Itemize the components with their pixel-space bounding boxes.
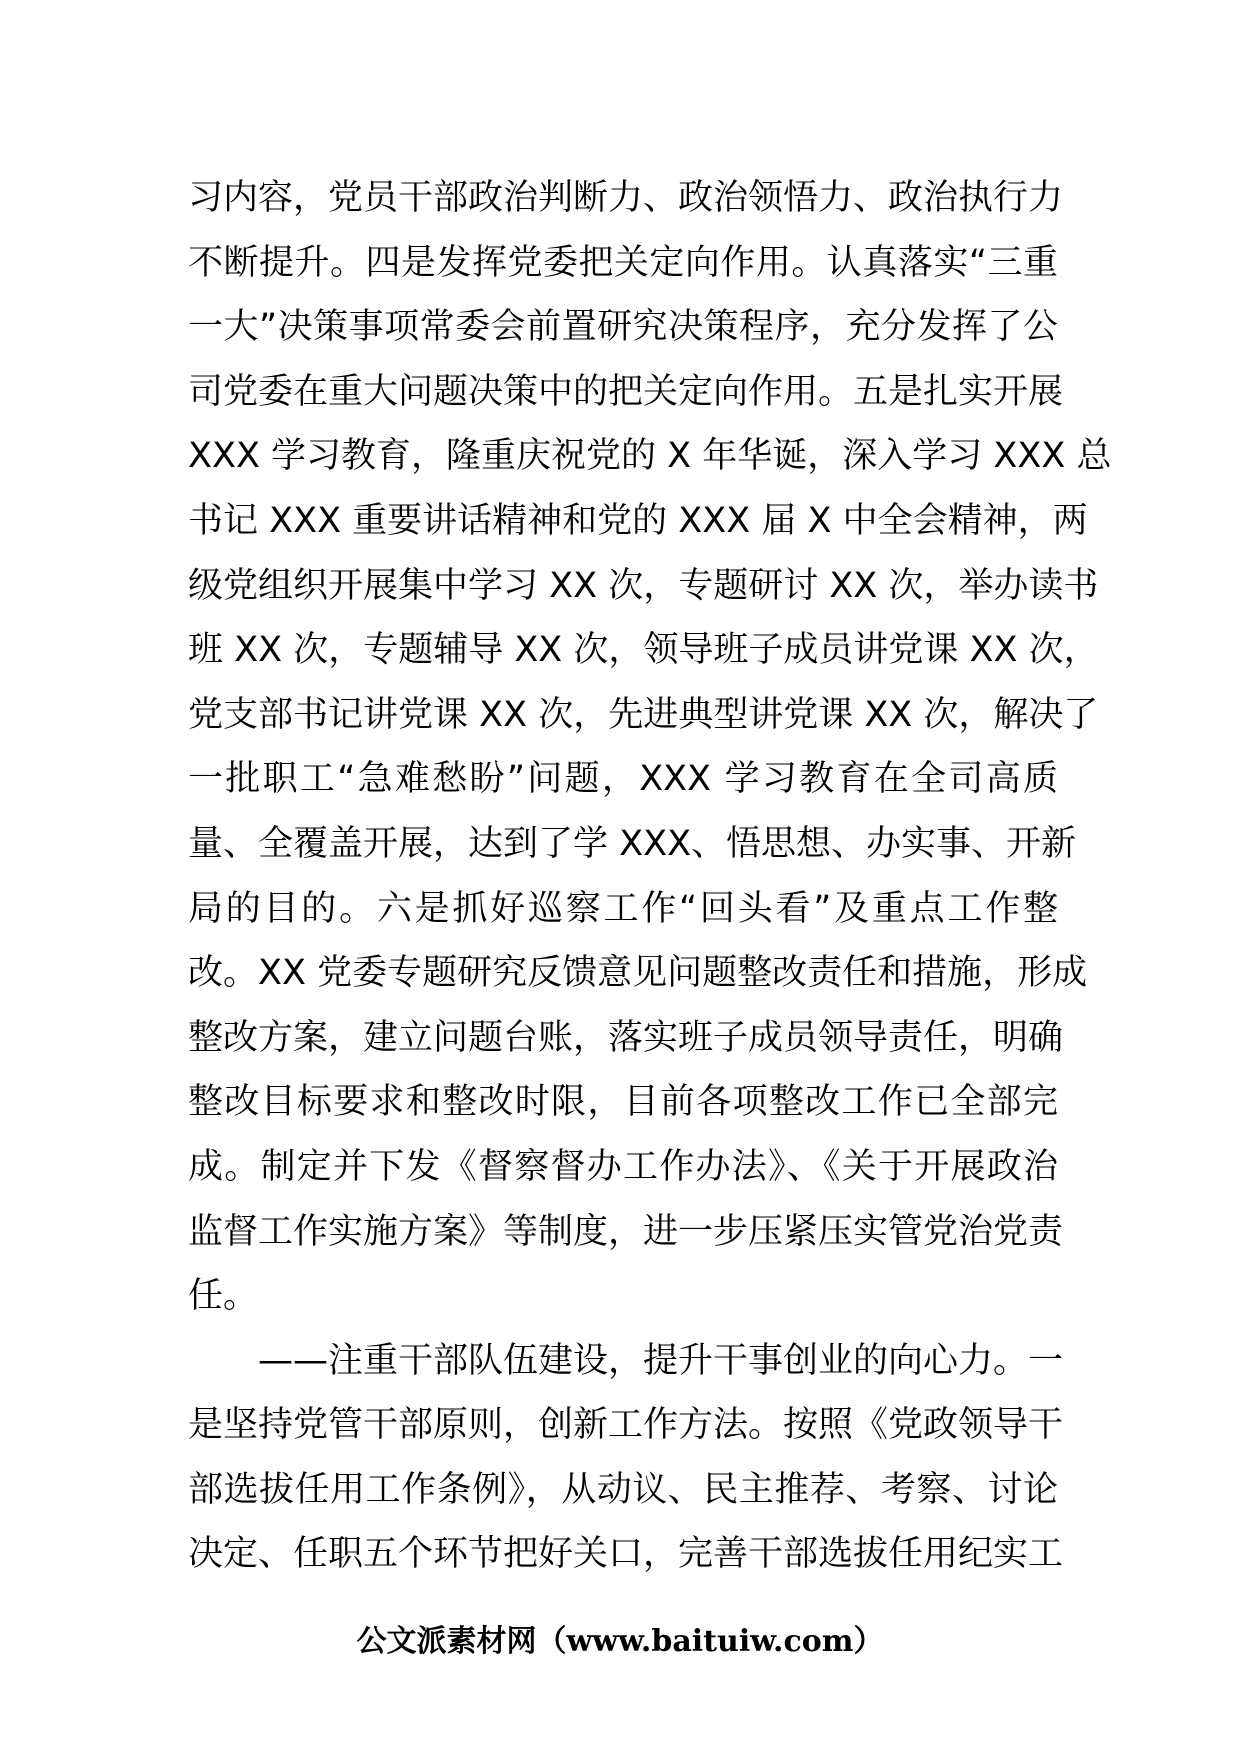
text-line-18: 任。 xyxy=(188,1276,259,1317)
document-body xyxy=(188,166,1112,1587)
text-line-15: 整改目标要求和整改时限，目前各项整改工作已全部完 xyxy=(188,1082,1058,1123)
text-line-14: 整改方案，建立问题台账，落实班子成员领导责任，明确 xyxy=(188,1017,1064,1058)
text-line-10: 一批职工“急难愁盼”问题，XXX 学习教育在全司高质 xyxy=(188,759,1058,800)
text-line-9: 党支部书记讲党课 XX 次，先进典型讲党课 XX 次，解决了 xyxy=(188,694,1099,735)
text-line-21: 部选拔任用工作条例》，从动议、民主推荐、考察、讨论 xyxy=(188,1469,1058,1510)
text-line-11: 量、全覆盖开展，达到了学 XXX、悟思想、办实事、开新 xyxy=(188,823,1077,864)
text-line-16: 成。制定并下发《督察督办工作办法》、《关于开展政治 xyxy=(188,1146,1058,1187)
text-line-7: 级党组织开展集中学习 XX 次，专题研讨 XX 次，举办读书 xyxy=(188,565,1099,606)
text-line-12: 局的目的。六是抓好巡察工作“回头看”及重点工作整 xyxy=(188,888,1058,929)
text-line-5: XXX 学习教育，隆重庆祝党的 X 年华诞，深入学习 XXX 总 xyxy=(188,436,1112,477)
text-line-19: ——注重干部队伍建设，提升干事创业的向心力。一 xyxy=(258,1340,1064,1381)
text-line-22: 决定、任职五个环节把好关口，完善干部选拔任用纪实工 xyxy=(188,1534,1064,1575)
text-line-2: 不断提升。四是发挥党委把关定向作用。认真落实“三重 xyxy=(188,242,1058,283)
page-footer-watermark: 公文派素材网（www.baituiw.com） xyxy=(356,1624,884,1659)
text-line-17: 监督工作实施方案》等制度，进一步压紧压实管党治党责 xyxy=(188,1211,1064,1252)
text-line-4: 司党委在重大问题决策中的把关定向作用。五是扎实开展 xyxy=(188,371,1064,412)
text-line-20: 是坚持党管干部原则，创新工作方法。按照《党政领导干 xyxy=(188,1405,1064,1446)
text-line-1: 习内容，党员干部政治判断力、政治领悟力、政治执行力 xyxy=(188,178,1064,218)
text-line-8: 班 XX 次，专题辅导 XX 次，领导班子成员讲党课 XX 次， xyxy=(188,630,1099,671)
text-line-3: 一大”决策事项常委会前置研究决策程序，充分发挥了公 xyxy=(188,307,1058,348)
text-line-6: 书记 XXX 重要讲话精神和党的 XXX 届 X 中全会精神，两 xyxy=(188,500,1088,541)
text-line-13: 改。XX 党委专题研究反馈意见问题整改责任和措施，形成 xyxy=(188,953,1088,994)
